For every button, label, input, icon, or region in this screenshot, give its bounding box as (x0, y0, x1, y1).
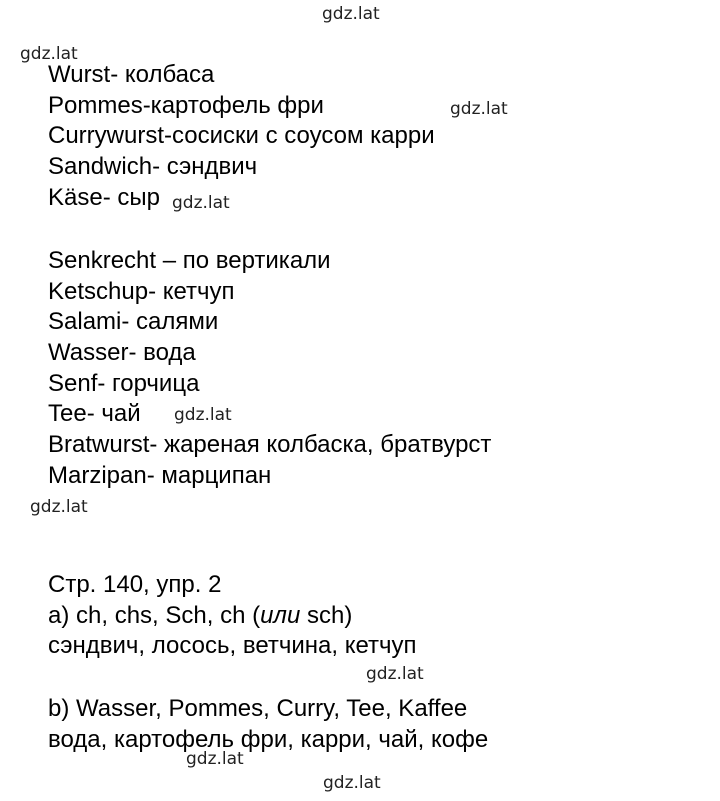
watermark: gdz.lat (322, 4, 380, 24)
vocab-line: Currywurst-сосиски с соусом карри (48, 122, 435, 149)
exercise-a-suffix: sch) (300, 602, 353, 629)
vocab-line: Pommes-картофель фри (48, 92, 324, 119)
vocab-line: Senkrecht – по вертикали (48, 247, 331, 274)
exercise-b-line: b) Wasser, Pommes, Curry, Tee, Kaffee (48, 695, 468, 722)
exercise-a-line (48, 601, 352, 631)
vocab-line: Senf- горчица (48, 370, 200, 397)
exercise-a-prefix: a) ch, chs, Sch, ch ( (48, 602, 261, 629)
watermark: gdz.lat (450, 99, 508, 119)
vocab-line: Wasser- вода (48, 339, 196, 366)
vocab-line: Tee- чай (48, 400, 141, 427)
watermark: gdz.lat (30, 497, 88, 517)
exercise-heading: Стр. 140, упр. 2 (48, 571, 222, 598)
watermark: gdz.lat (172, 193, 230, 213)
watermark: gdz.lat (323, 773, 381, 793)
vocab-line: Käse- сыр (48, 184, 160, 211)
vocab-line: Sandwich- сэндвич (48, 153, 258, 180)
vocab-line: Marzipan- марципан (48, 462, 272, 489)
watermark: gdz.lat (174, 405, 232, 425)
exercise-b-translation: вода, картофель фри, карри, чай, кофе (48, 726, 489, 753)
watermark: gdz.lat (186, 749, 244, 769)
vocab-line: Ketschup- кетчуп (48, 278, 235, 305)
vocab-line: Bratwurst- жареная колбаска, братвурст (48, 431, 492, 458)
watermark: gdz.lat (366, 664, 424, 684)
watermark: gdz.lat (20, 44, 78, 64)
vocab-line: Salami- салями (48, 308, 219, 335)
vocab-line: Wurst- колбаса (48, 61, 215, 88)
exercise-a-italic: или (260, 602, 301, 629)
exercise-a-translation: сэндвич, лосось, ветчина, кетчуп (48, 632, 417, 659)
